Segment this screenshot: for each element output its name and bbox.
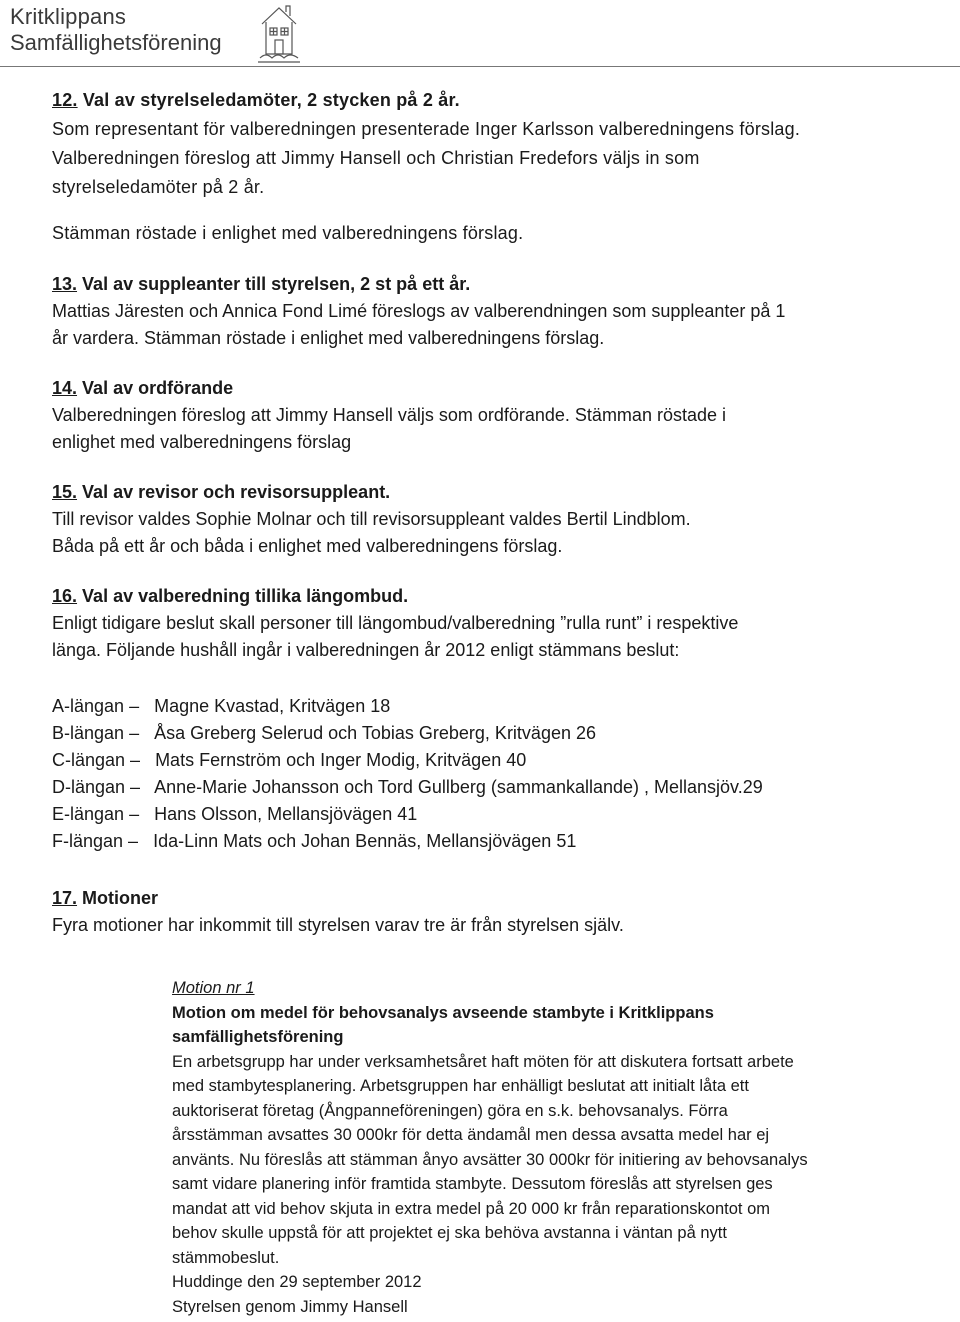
motion-1-label: Motion nr 1 xyxy=(172,979,255,997)
section-16-title: Val av valberedning tillika längombud. xyxy=(82,586,409,606)
section-17-heading xyxy=(52,885,912,912)
section-13-title: Val av suppleanter till styrelsen, 2 st på ett år. xyxy=(82,274,471,294)
member-lang: E-längan xyxy=(52,804,125,824)
brand-name xyxy=(10,6,222,54)
section-17-line: Fyra motioner har inkommit till styrelsen varav tre är från styrelsen själv. xyxy=(52,915,624,935)
motion-1-body-line: årsstämman avsattes 30 000kr för detta ändamål men dessa avsatta medel har ej xyxy=(172,1126,770,1144)
section-14-line-2: enlighet med valberedningens förslag xyxy=(52,432,352,452)
section-16 xyxy=(52,583,912,855)
motion-1-body-line: samt vidare planering inför framtida stambyte. Dessutom föreslås att styrelsen ges xyxy=(172,1175,773,1193)
section-15-number: 15. xyxy=(52,482,78,502)
motion-1-signature: Styrelsen genom Jimmy Hansell xyxy=(172,1297,408,1316)
section-12-line-1: Som representant för valberedningen presenterade Inger Karlsson valberedningens förslag. xyxy=(52,119,801,139)
section-15-line-1: Till revisor valdes Sophie Molnar och till revisorsuppleant valdes Bertil Lindblom. xyxy=(52,509,691,529)
section-14-line-1: Valberedningen föreslog att Jimmy Hansell väljs som ordförande. Stämman röstade i xyxy=(52,405,726,425)
member-lang: B-längan xyxy=(52,723,125,743)
section-15-line-2: Båda på ett år och båda i enlighet med valberedningens förslag. xyxy=(52,536,563,556)
page-header xyxy=(0,0,960,68)
motion-1 xyxy=(172,976,892,1319)
section-16-line-1: Enligt tidigare beslut skall personer till längombud/valberedning ”rulla runt” i respektive xyxy=(52,613,739,633)
section-17-number: 17. xyxy=(52,888,78,908)
motion-1-body-line: behov skulle uppstå för att projektet ej ska behöva avstanna i väntan på nytt xyxy=(172,1224,727,1242)
member-names: Anne-Marie Johansson och Tord Gullberg (sammankallande) , Mellansjöv.29 xyxy=(154,777,763,797)
member-names: Hans Olsson, Mellansjövägen 41 xyxy=(154,804,418,824)
document-body xyxy=(52,86,912,939)
member-row: D-längan – Anne-Marie Johansson och Tord Gullberg (sammankallande) , Mellansjöv.29 xyxy=(52,777,763,797)
member-row: B-längan – Åsa Greberg Selerud och Tobias Greberg, Kritvägen 26 xyxy=(52,723,597,743)
section-13-number: 13. xyxy=(52,274,78,294)
member-lang: F-längan xyxy=(52,831,124,851)
motion-1-body-line: mandat att vid behov skjuta in extra medel på 20 000 kr från reparationskontot om xyxy=(172,1199,771,1218)
section-12-heading xyxy=(52,86,912,115)
motion-1-body-line: med stambytesplanering. Arbetsgruppen har enhälligt beslutat att initialt låta ett xyxy=(172,1077,749,1095)
motion-1-place-date: Huddinge den 29 september 2012 xyxy=(172,1273,422,1291)
motion-1-body-line: auktoriserat företag (Ångpanneföreningen) göra en s.k. behovsanalys. Förra xyxy=(172,1101,728,1120)
valberedning-members xyxy=(52,693,912,855)
member-lang: C-längan xyxy=(52,750,126,770)
section-17 xyxy=(52,885,912,939)
section-13-heading xyxy=(52,271,912,298)
header-divider xyxy=(0,66,960,67)
section-12-line-3: styrelseledamöter på 2 år. xyxy=(52,177,265,197)
section-16-heading xyxy=(52,583,912,610)
member-row: E-längan – Hans Olsson, Mellansjövägen 41 xyxy=(52,804,418,824)
section-14 xyxy=(52,375,912,456)
section-12-title: Val av styrelseledamöter, 2 stycken på 2 år. xyxy=(82,90,460,110)
motion-1-body-line: använts. Nu föreslås att stämman ånyo avsätter 30 000kr för initiering av behovsanalys xyxy=(172,1150,808,1169)
member-names: Mats Fernström och Inger Modig, Kritvägen 40 xyxy=(155,750,527,770)
section-14-title: Val av ordförande xyxy=(82,378,234,398)
member-row: F-längan – Ida-Linn Mats och Johan Bennäs, Mellansjövägen 51 xyxy=(52,831,577,851)
section-15 xyxy=(52,479,912,560)
brand-line-1: Kritklippans xyxy=(10,4,127,29)
member-names: Ida-Linn Mats och Johan Bennäs, Mellansjövägen 51 xyxy=(153,831,577,851)
section-12-line-2: Valberedningen föreslog att Jimmy Hansell och Christian Fredefors väljs in som xyxy=(52,148,700,168)
section-17-title: Motioner xyxy=(82,888,159,908)
member-names: Magne Kvastad, Kritvägen 18 xyxy=(154,696,391,716)
section-14-number: 14. xyxy=(52,378,78,398)
member-lang: D-längan xyxy=(52,777,126,797)
motion-1-title-line-2: samfällighetsförening xyxy=(172,1028,344,1046)
brand-line-2: Samfällighetsförening xyxy=(10,30,222,55)
section-15-title: Val av revisor och revisorsuppleant. xyxy=(82,482,391,502)
section-12-vote: Stämman röstade i enlighet med valberedningens förslag. xyxy=(52,223,524,243)
member-lang: A-längan xyxy=(52,696,125,716)
section-16-line-2: länga. Följande hushåll ingår i valberedningen år 2012 enligt stämmans beslut: xyxy=(52,640,680,660)
member-row: A-längan – Magne Kvastad, Kritvägen 18 xyxy=(52,696,391,716)
section-12 xyxy=(52,86,912,248)
section-13-line-1: Mattias Järesten och Annica Fond Limé föreslogs av valberendningen som suppleanter på 1 xyxy=(52,301,786,321)
motion-1-body-line: En arbetsgrupp har under verksamhetsåret haft möten för att diskutera fortsatt arbete xyxy=(172,1052,794,1071)
motion-1-title-line-1: Motion om medel för behovsanalys avseende stambyte i Kritklippans xyxy=(172,1003,714,1022)
section-12-number: 12. xyxy=(52,90,78,110)
member-names: Åsa Greberg Selerud och Tobias Greberg, Kritvägen 26 xyxy=(154,723,597,743)
member-row: C-längan – Mats Fernström och Inger Modig, Kritvägen 40 xyxy=(52,750,527,770)
section-13 xyxy=(52,271,912,352)
section-16-number: 16. xyxy=(52,586,78,606)
motion-1-body-line: stämmobeslut. xyxy=(172,1248,280,1267)
section-13-line-2: år vardera. Stämman röstade i enlighet med valberedningens förslag. xyxy=(52,328,605,348)
house-logo-icon xyxy=(256,2,302,64)
section-15-heading xyxy=(52,479,912,506)
section-14-heading xyxy=(52,375,912,402)
